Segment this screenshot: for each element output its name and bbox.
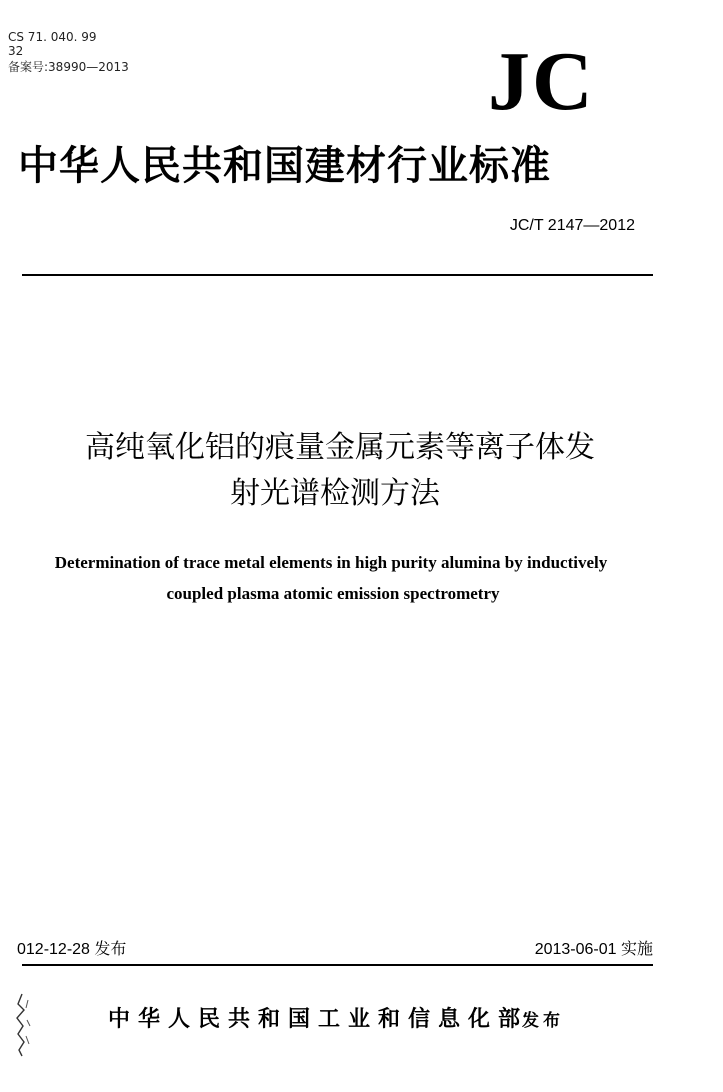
implementation-date: 2013-06-01 实施 xyxy=(534,941,653,958)
filing-number: 备案号:38990—2013 xyxy=(8,60,129,74)
standard-category-title: 中华人民共和国建材行业标准 xyxy=(18,142,551,189)
standard-code: JC/T 2147—2012 xyxy=(509,217,635,234)
bottom-divider xyxy=(22,964,653,966)
jc-logo: JC xyxy=(488,35,595,128)
document-title-cn-line2: 射光谱检测方法 xyxy=(230,476,440,511)
binding-scan-mark xyxy=(12,992,40,1058)
document-title-cn-line1: 高纯氧化铝的痕量金属元素等离子体发 xyxy=(85,430,595,465)
publish-label: 发布 xyxy=(522,1011,564,1031)
publisher-name: 中华人民共和国工业和信息化部 xyxy=(108,1006,529,1032)
ics-code: CS 71. 040. 99 xyxy=(8,30,97,44)
top-divider xyxy=(22,274,653,276)
classification-code: 32 xyxy=(8,44,24,58)
document-title-en-line1: Determination of trace metal elements in high purity alumina by inductively xyxy=(54,553,608,572)
document-title-en-line2: coupled plasma atomic emission spectrometry xyxy=(166,584,500,603)
issue-date: 012-12-28 发布 xyxy=(17,941,127,958)
